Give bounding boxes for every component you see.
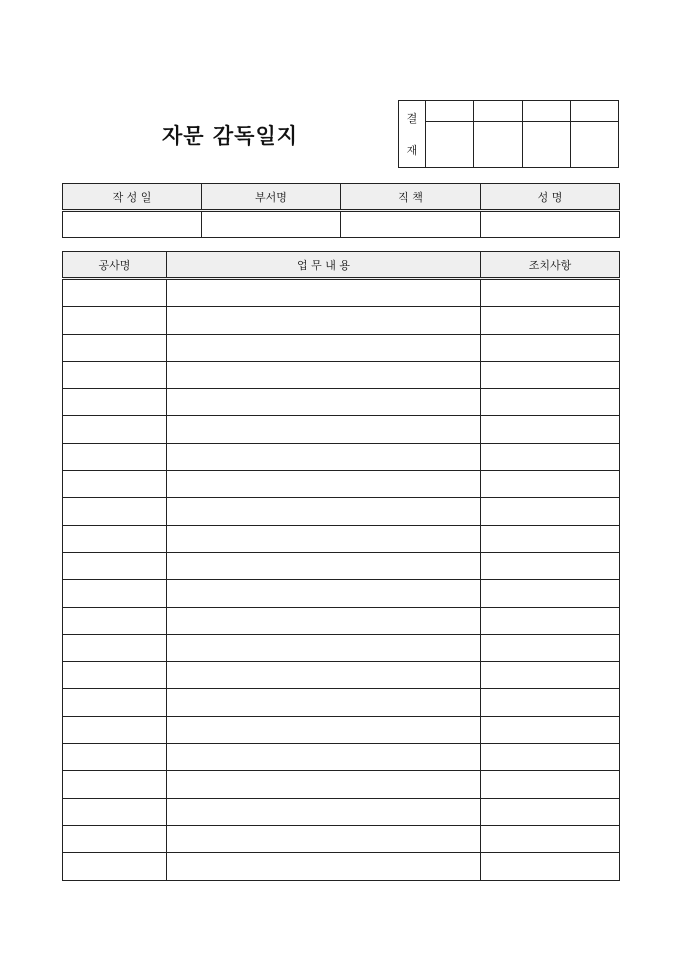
project-name-cell[interactable] [63, 361, 167, 388]
work-details-cell[interactable] [167, 798, 481, 825]
action-taken-cell[interactable] [481, 498, 620, 525]
approval-label-bottom: 재 [406, 144, 418, 157]
work-log-rows [63, 279, 620, 881]
project-name-cell[interactable] [63, 716, 167, 743]
approval-title-cell-4[interactable] [570, 101, 618, 122]
approval-sign-cell-1[interactable] [426, 122, 474, 168]
work-details-cell[interactable] [167, 525, 481, 552]
name-field[interactable] [481, 211, 620, 238]
project-name-cell[interactable] [63, 662, 167, 689]
action-taken-cell[interactable] [481, 607, 620, 634]
approval-sign-cell-2[interactable] [474, 122, 522, 168]
table-row [63, 443, 620, 470]
project-name-cell[interactable] [63, 389, 167, 416]
project-name-cell[interactable] [63, 825, 167, 852]
work-details-cell[interactable] [167, 634, 481, 661]
work-details-cell[interactable] [167, 825, 481, 852]
table-row [63, 689, 620, 716]
work-details-cell[interactable] [167, 662, 481, 689]
header-department: 부서명 [202, 184, 341, 211]
action-taken-cell[interactable] [481, 662, 620, 689]
work-details-cell[interactable] [167, 580, 481, 607]
table-row [63, 498, 620, 525]
author-info-table [62, 183, 620, 238]
approval-label [399, 101, 426, 168]
work-details-cell[interactable] [167, 471, 481, 498]
document-title: 자문 감독일지 [161, 124, 299, 148]
header-work-details: 업 무 내 용 [167, 252, 481, 279]
work-details-cell[interactable] [167, 744, 481, 771]
approval-label-top: 결 [406, 112, 418, 125]
table-row [63, 716, 620, 743]
work-details-cell[interactable] [167, 853, 481, 880]
action-taken-cell[interactable] [481, 825, 620, 852]
action-taken-cell[interactable] [481, 279, 620, 307]
table-row [63, 525, 620, 552]
project-name-cell[interactable] [63, 689, 167, 716]
project-name-cell[interactable] [63, 552, 167, 579]
work-details-cell[interactable] [167, 552, 481, 579]
position-field[interactable] [341, 211, 481, 238]
header-position: 직 책 [341, 184, 481, 211]
action-taken-cell[interactable] [481, 634, 620, 661]
action-taken-cell[interactable] [481, 361, 620, 388]
work-details-cell[interactable] [167, 689, 481, 716]
action-taken-cell[interactable] [481, 580, 620, 607]
table-row [63, 361, 620, 388]
action-taken-cell[interactable] [481, 744, 620, 771]
action-taken-cell[interactable] [481, 716, 620, 743]
project-name-cell[interactable] [63, 279, 167, 307]
work-details-cell[interactable] [167, 279, 481, 307]
table-row [63, 416, 620, 443]
table-row [63, 744, 620, 771]
table-row [63, 580, 620, 607]
approval-title-cell-3[interactable] [522, 101, 570, 122]
table-row [63, 853, 620, 880]
table-row [63, 607, 620, 634]
work-details-cell[interactable] [167, 771, 481, 798]
project-name-cell[interactable] [63, 525, 167, 552]
project-name-cell[interactable] [63, 607, 167, 634]
project-name-cell[interactable] [63, 771, 167, 798]
table-row [63, 825, 620, 852]
approval-title-cell-1[interactable] [426, 101, 474, 122]
project-name-cell[interactable] [63, 744, 167, 771]
action-taken-cell[interactable] [481, 389, 620, 416]
table-row [63, 279, 620, 307]
department-field[interactable] [202, 211, 341, 238]
project-name-cell[interactable] [63, 443, 167, 470]
action-taken-cell[interactable] [481, 798, 620, 825]
header-action-taken: 조치사항 [481, 252, 620, 279]
work-log-table [62, 251, 620, 881]
work-details-cell[interactable] [167, 607, 481, 634]
work-details-cell[interactable] [167, 498, 481, 525]
work-details-cell[interactable] [167, 334, 481, 361]
action-taken-cell[interactable] [481, 307, 620, 334]
action-taken-cell[interactable] [481, 771, 620, 798]
table-row [63, 307, 620, 334]
action-taken-cell[interactable] [481, 853, 620, 880]
project-name-cell[interactable] [63, 580, 167, 607]
action-taken-cell[interactable] [481, 525, 620, 552]
project-name-cell[interactable] [63, 307, 167, 334]
header-name: 성 명 [481, 184, 620, 211]
action-taken-cell[interactable] [481, 443, 620, 470]
approval-box [398, 100, 619, 168]
table-row [63, 389, 620, 416]
table-row [63, 662, 620, 689]
project-name-cell[interactable] [63, 471, 167, 498]
project-name-cell[interactable] [63, 798, 167, 825]
approval-title-cell-2[interactable] [474, 101, 522, 122]
table-row [63, 471, 620, 498]
work-details-cell[interactable] [167, 389, 481, 416]
header-date: 작 성 일 [63, 184, 202, 211]
header-project-name: 공사명 [63, 252, 167, 279]
project-name-cell[interactable] [63, 416, 167, 443]
project-name-cell[interactable] [63, 334, 167, 361]
table-row [63, 798, 620, 825]
work-details-cell[interactable] [167, 361, 481, 388]
approval-sign-cell-4[interactable] [570, 122, 618, 168]
table-row [63, 771, 620, 798]
table-row [63, 334, 620, 361]
approval-sign-cell-3[interactable] [522, 122, 570, 168]
work-details-cell[interactable] [167, 307, 481, 334]
table-row [63, 552, 620, 579]
work-details-cell[interactable] [167, 443, 481, 470]
work-details-cell[interactable] [167, 416, 481, 443]
table-row [63, 634, 620, 661]
project-name-cell[interactable] [63, 498, 167, 525]
action-taken-cell[interactable] [481, 334, 620, 361]
project-name-cell[interactable] [63, 853, 167, 880]
action-taken-cell[interactable] [481, 416, 620, 443]
date-field[interactable] [63, 211, 202, 238]
project-name-cell[interactable] [63, 634, 167, 661]
action-taken-cell[interactable] [481, 552, 620, 579]
action-taken-cell[interactable] [481, 689, 620, 716]
work-details-cell[interactable] [167, 716, 481, 743]
action-taken-cell[interactable] [481, 471, 620, 498]
